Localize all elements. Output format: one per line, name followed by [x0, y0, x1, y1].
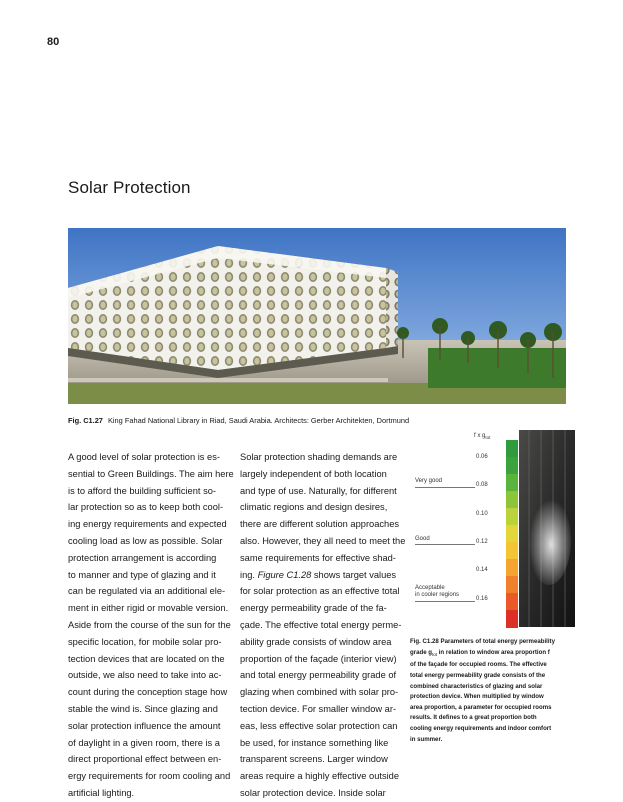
body-line: protection arrangement is according [68, 552, 217, 563]
body-line: artificial lighting. [68, 787, 135, 798]
figure-caption-text: King Fahad National Library in Riad, Saudi Arabia. Architects: Gerber Architekten, Dortmund [107, 416, 410, 425]
body-line: of daylight in a given room, there is a [68, 737, 220, 748]
caption-line-3: in relation to window area proportion f [438, 648, 550, 656]
body-line: solar protection device. Inside solar [240, 787, 386, 798]
body-line: and type of use. Naturally, for different [240, 485, 397, 496]
color-segment [506, 525, 518, 543]
tick-0-16: 0.16 [476, 596, 488, 602]
body-line: climatic regions and design desires, [240, 502, 388, 513]
color-segment [506, 576, 518, 594]
figure-caption-c1-27 [68, 416, 409, 425]
body-line: be used, for instance something like [240, 737, 389, 748]
tick-0-06: 0.06 [476, 454, 488, 460]
figure-caption-c1-28: Fig. C1.28 Parameters of total energy permeability grade $g_{tot}$ in relation to window area proportion f of the façade for occupied rooms. The effective total energy permeability grade consists of the combined characteristics of glazing and solar protection device. When multiplied by window area proportion, a parameter for occupied rooms results. It defines to a great proportion both cooling energy requirements and indoor comfort in summer. [410, 638, 555, 743]
label-good: Good [415, 536, 430, 542]
body-line: same requirements for effective shad- [240, 552, 396, 563]
color-segment [506, 457, 518, 475]
body-line: proportion of the façade (interior view) [240, 653, 397, 664]
body-line: ing energy requirements and expected [68, 519, 227, 530]
body-line: largely independent of both location [240, 468, 387, 479]
body-line: transparent screens. Larger window [240, 754, 388, 765]
body-line: specific location, for mobile solar pro- [68, 636, 222, 647]
body-line: count during the conception stage how [68, 687, 228, 698]
body-line: can be regulated via an additional ele- [68, 586, 226, 597]
caption-line-1: Parameters of total energy permeability [440, 638, 555, 645]
color-segment [506, 593, 518, 611]
body-line: A good level of solar protection is es- [68, 452, 220, 462]
section-title: Solar Protection [68, 178, 191, 197]
color-segment [506, 491, 518, 509]
body-line: Solar protection shading demands are [240, 452, 398, 462]
color-segment [506, 474, 518, 492]
body-line: also. However, they all need to meet the [240, 535, 406, 546]
body-line: and total energy permeability grade of [240, 670, 397, 681]
body-line: ment in either rigid or movable version. [68, 603, 229, 614]
tick-0-12: 0.12 [476, 539, 488, 545]
body-line: tection devices that are located on the [68, 653, 225, 664]
body-line: çade. The effective total energy perme- [240, 619, 402, 630]
body-line: is to afford the building sufficient so- [68, 485, 216, 496]
body-line: for solar protection as an effective total [240, 586, 400, 597]
body-column-middle [240, 449, 406, 802]
interior-photo [519, 430, 575, 627]
color-segment [506, 542, 518, 560]
figure2-label: Fig. C1.28 [410, 638, 439, 645]
body-line: direct proportional effect between en- [68, 754, 222, 765]
body-line: sential to Green Buildings. The aim here [68, 468, 234, 479]
body-line: stable the wind is. Since glazing and [68, 703, 218, 714]
figure-label: Fig. C1.27 [68, 416, 103, 425]
body-line: glazing when combined with solar pro- [240, 687, 399, 698]
page-number: 80 [47, 36, 60, 48]
caption-line-2: grade g [410, 648, 433, 656]
body-line: ergy requirements for room cooling and [68, 771, 231, 782]
body-line: ing. Figure C1.28 shows target values [240, 569, 397, 580]
color-segment [506, 508, 518, 526]
color-segment [506, 559, 518, 577]
color-segment [506, 440, 518, 458]
tick-0-10: 0.10 [476, 511, 488, 517]
body-line: areas require a highly effective outside [240, 771, 400, 782]
body-line: ability grade consists of window area [240, 636, 392, 647]
body-column-left [68, 449, 234, 802]
body-line: solar protection influence the amount [68, 720, 221, 731]
body-line: to manner and type of glazing and it [68, 569, 216, 580]
body-line: lar protection so as to keep both cool- [68, 502, 224, 513]
body-line: energy permeability grade of the fa- [240, 603, 387, 614]
label-cooler-regions: in cooler regions [415, 592, 460, 598]
body-line: eas, less effective solar protection can [240, 720, 398, 731]
label-acceptable: Acceptable [415, 585, 445, 591]
label-very-good: Very good [415, 478, 443, 484]
body-line: there are different solution approaches [240, 519, 400, 530]
body-line: outside, we also need to take into ac- [68, 670, 222, 681]
body-line: tection device. For smaller window ar- [240, 703, 397, 714]
chart-header: f x $g_{tot}$ [474, 433, 491, 441]
energy-permeability-chart [410, 430, 575, 630]
tick-0-14: 0.14 [476, 567, 488, 573]
body-line: Aside from the course of the sun for the [68, 619, 231, 630]
color-segment [506, 610, 518, 628]
body-line: cooling load as low as possible. Solar [68, 535, 223, 546]
tick-0-08: 0.08 [476, 482, 488, 488]
library-photo [68, 228, 566, 404]
